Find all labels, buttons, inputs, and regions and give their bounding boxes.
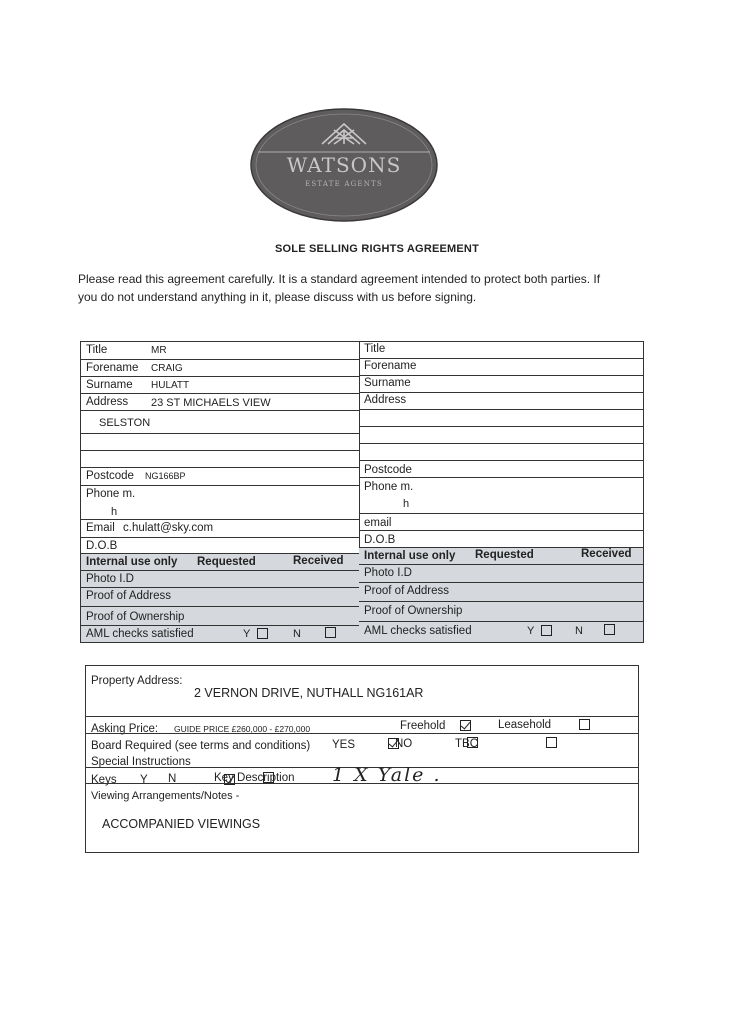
surname-label-2: Surname: [364, 377, 411, 389]
viewing-arrangements-value[interactable]: ACCOMPANIED VIEWINGS: [102, 817, 261, 831]
special-instructions-label: Special Instructions: [91, 756, 191, 768]
property-address-value[interactable]: 2 VERNON DRIVE, NUTHALL NG161AR: [194, 686, 424, 700]
surname-row: [81, 377, 359, 394]
phone-row-2: [359, 478, 643, 514]
leasehold-label: Leasehold: [498, 719, 552, 731]
watsons-logo: [250, 108, 438, 222]
phone-row: [81, 486, 359, 520]
address-label: Address: [86, 396, 129, 408]
aml-yes-label: Y: [243, 628, 251, 640]
key-description-value[interactable]: 1 X Yale .: [332, 764, 442, 786]
photo-id-row-2: [359, 565, 643, 583]
address-row-2: [359, 393, 643, 410]
aml-yes-label-2: Y: [527, 625, 535, 637]
proof-address-label-2: Proof of Address: [364, 585, 450, 597]
forename-label-2: Forename: [364, 360, 417, 372]
proof-address-row: [81, 588, 359, 607]
received-label: Received: [293, 555, 344, 567]
aml-no-label: N: [293, 628, 301, 640]
viewing-arrangements-label: Viewing Arrangements/Notes -: [91, 790, 240, 802]
email-label: Email: [86, 522, 115, 534]
board-yes-label: YES: [332, 739, 356, 751]
email-label-2: email: [364, 517, 392, 529]
address-line-1-value[interactable]: 23 ST MICHAELS VIEW: [151, 397, 271, 409]
property-address-label: Property Address:: [91, 675, 183, 687]
postcode-label: Postcode: [86, 470, 134, 482]
address-line-4-row-2: [359, 444, 643, 461]
board-tbc-label: TBC: [455, 738, 478, 750]
leasehold-checkbox[interactable]: [579, 719, 590, 730]
phone-mobile-label-2: Phone m.: [364, 481, 414, 493]
phone-home-label-2: h: [403, 498, 410, 510]
phone-mobile-label: Phone m.: [86, 488, 136, 500]
title-value[interactable]: MR: [151, 345, 167, 356]
phone-home-label: h: [111, 506, 118, 518]
address-row: [81, 394, 359, 411]
proof-address-row-2: [359, 583, 643, 602]
freehold-checkbox[interactable]: [460, 720, 471, 731]
address-label-2: Address: [364, 394, 407, 406]
title-label: Title: [86, 344, 108, 356]
address-line-2-row-2: [359, 410, 643, 427]
received-label-2: Received: [581, 548, 632, 560]
asking-price-value[interactable]: GUIDE PRICE £260,000 - £270,000: [174, 724, 311, 734]
intro-line-2: you do not understand anything in it, please discuss with us before signing.: [78, 290, 477, 304]
surname-label: Surname: [86, 379, 133, 391]
freehold-label: Freehold: [400, 720, 446, 732]
internal-use-label-2: Internal use only: [364, 550, 456, 562]
forename-row: [81, 360, 359, 377]
aml-row-2: [359, 622, 643, 642]
aml-no-checkbox-2[interactable]: [604, 624, 615, 635]
address-line-2-value[interactable]: SELSTON: [99, 417, 151, 429]
title-row: [81, 342, 359, 360]
postcode-row-2: [359, 461, 643, 478]
requested-label-2: Requested: [475, 549, 534, 561]
dob-label-2: D.O.B: [364, 534, 396, 546]
address-line-2-row: [81, 411, 359, 434]
requested-label: Requested: [197, 556, 256, 568]
key-description-label: Key Description: [214, 772, 295, 784]
aml-label-2: AML checks satisfied: [364, 625, 472, 637]
proof-ownership-label: Proof of Ownership: [86, 611, 185, 623]
title-row-2: [359, 342, 643, 359]
email-row-2: [359, 514, 643, 531]
aml-no-checkbox[interactable]: [325, 627, 336, 638]
proof-ownership-row: [81, 607, 359, 626]
forename-value[interactable]: CRAIG: [151, 363, 183, 374]
asking-price-label: Asking Price:: [91, 723, 159, 735]
forename-row-2: [359, 359, 643, 376]
board-required-label: Board Required (see terms and conditions): [91, 740, 311, 752]
internal-use-header-2: [359, 548, 643, 565]
keys-no-label: N: [168, 773, 177, 785]
aml-yes-checkbox-2[interactable]: [541, 625, 552, 636]
email-value[interactable]: c.hulatt@sky.com: [123, 522, 214, 534]
postcode-value[interactable]: NG166BP: [145, 471, 186, 481]
address-line-4-row: [81, 451, 359, 468]
aml-row: [81, 626, 359, 642]
client-details-table: [80, 341, 644, 643]
surname-value[interactable]: HULATT: [151, 380, 190, 391]
photo-id-row: [81, 571, 359, 588]
email-row: [81, 520, 359, 538]
postcode-label-2: Postcode: [364, 464, 412, 476]
forename-label: Forename: [86, 362, 139, 374]
photo-id-label: Photo I.D: [86, 573, 134, 585]
keys-label: Keys: [91, 774, 117, 786]
property-details-box: [85, 665, 639, 853]
aml-yes-checkbox[interactable]: [257, 628, 268, 639]
postcode-row: [81, 468, 359, 486]
dob-row: [81, 538, 359, 554]
proof-ownership-row-2: [359, 602, 643, 622]
aml-label: AML checks satisfied: [86, 628, 194, 640]
form-title: SOLE SELLING RIGHTS AGREEMENT: [274, 243, 479, 255]
title-label-2: Title: [364, 343, 386, 355]
intro-line-1: Please read this agreement carefully. It is a standard agreement intended to protect both parties. If: [78, 272, 601, 286]
proof-ownership-label-2: Proof of Ownership: [364, 605, 463, 617]
svg-text:ESTATE AGENTS: ESTATE AGENTS: [305, 180, 383, 188]
address-line-3-row-2: [359, 427, 643, 444]
board-tbc-checkbox[interactable]: [546, 737, 557, 748]
proof-address-label: Proof of Address: [86, 590, 172, 602]
photo-id-label-2: Photo I.D: [364, 567, 412, 579]
dob-row-2: [359, 531, 643, 548]
internal-use-label: Internal use only: [86, 556, 178, 568]
internal-use-header: [81, 554, 359, 571]
board-no-label: NO: [395, 738, 413, 750]
surname-row-2: [359, 376, 643, 393]
dob-label: D.O.B: [86, 540, 118, 552]
keys-yes-label: Y: [140, 774, 148, 786]
address-line-3-row: [81, 434, 359, 451]
svg-text:WATSONS: WATSONS: [286, 153, 402, 177]
aml-no-label-2: N: [575, 625, 583, 637]
